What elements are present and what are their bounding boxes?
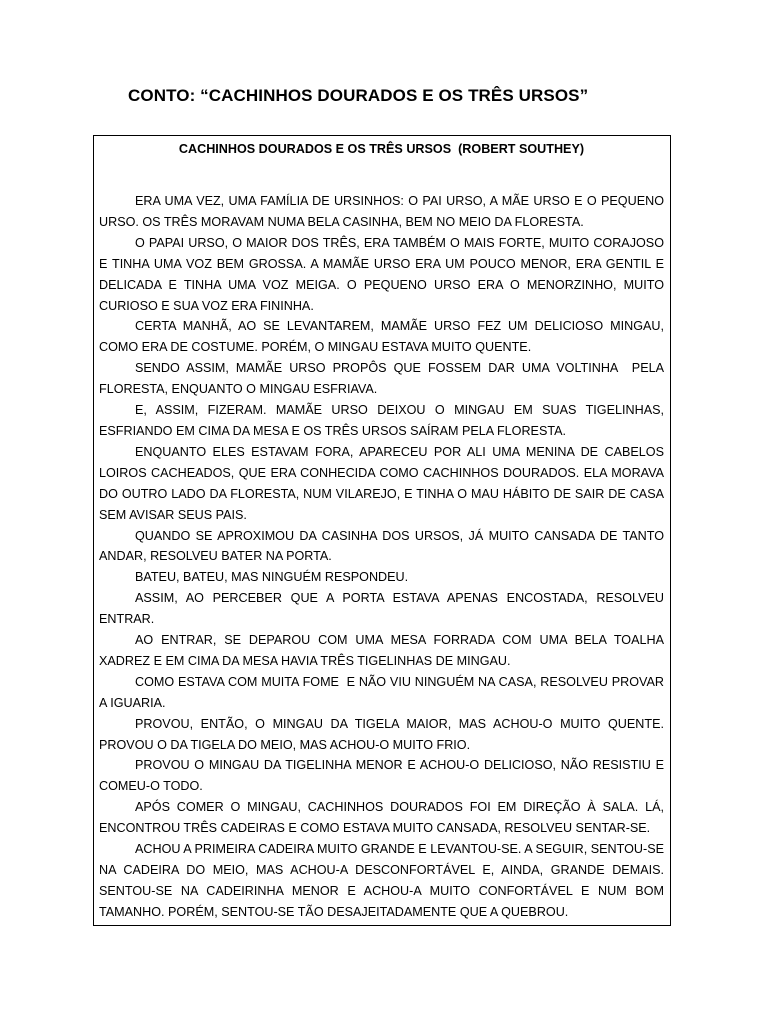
story-paragraph: ACHOU A PRIMEIRA CADEIRA MUITO GRANDE E LEVANTOU-SE. A SEGUIR, SENTOU-SE NA CADEIRA DO MEIO, MAS ACHOU-A DESCONFORTÁVEL E, AINDA, GRANDE DEMAIS. SENTOU-SE NA CADEIRINHA MENOR E ACHOU-A MUITO CONFORTÁVEL E NUM BOM TAMANHO. PORÉM, SENTOU-SE TÃO DESAJEITADAMENTE QUE A QUEBROU. xyxy=(99,842,668,919)
story-paragraph: AO ENTRAR, SE DEPAROU COM UMA MESA FORRADA COM UMA BELA TOALHA XADREZ E EM CIMA DA MESA HAVIA TRÊS TIGELINHAS DE MINGAU. xyxy=(99,633,668,668)
story-paragraph: PROVOU, ENTÃO, O MINGAU DA TIGELA MAIOR, MAS ACHOU-O MUITO QUENTE. PROVOU O DA TIGELA DO MEIO, MAS ACHOU-O MUITO FRIO. xyxy=(99,716,668,752)
story-paragraph: COMO ESTAVA COM MUITA FOME E NÃO VIU NINGUÉM NA CASA, RESOLVEU PROVAR A IGUARIA. xyxy=(99,674,667,710)
story-paragraph: PROVOU O MINGAU DA TIGELINHA MENOR E ACHOU-O DELICIOSO, NÃO RESISTIU E COMEU-O TODO. xyxy=(99,758,668,794)
story-paragraph: ASSIM, AO PERCEBER QUE A PORTA ESTAVA APENAS ENCOSTADA, RESOLVEU ENTRAR. xyxy=(99,591,668,627)
story-box xyxy=(93,135,671,926)
story-title: CACHINHOS DOURADOS E OS TRÊS URSOS (ROBERT SOUTHEY) xyxy=(178,142,585,156)
page-title: CONTO: “CACHINHOS DOURADOS E OS TRÊS URSOS” xyxy=(128,86,589,105)
story-paragraph: APÓS COMER O MINGAU, CACHINHOS DOURADOS FOI EM DIREÇÃO À SALA. LÁ, ENCONTROU TRÊS CADEIRAS E COMO ESTAVA MUITO CANSADA, RESOLVEU SENTAR-SE. xyxy=(99,800,668,836)
story-paragraph: CERTA MANHÃ, AO SE LEVANTAREM, MAMÃE URSO FEZ UM DELICIOSO MINGAU, COMO ERA DE COSTUME. PORÉM, O MINGAU ESTAVA MUITO QUENTE. xyxy=(99,319,668,355)
story-paragraph: ERA UMA VEZ, UMA FAMÍLIA DE URSINHOS: O PAI URSO, A MÃE URSO E O PEQUENO URSO. OS TRÊS MORAVAM NUMA BELA CASINHA, BEM NO MEIO DA FLORESTA. xyxy=(99,194,668,229)
story-paragraph: O PAPAI URSO, O MAIOR DOS TRÊS, ERA TAMBÉM O MAIS FORTE, MUITO CORAJOSO E TINHA UMA VOZ BEM GROSSA. A MAMÃE URSO ERA UM POUCO MENOR, ERA GENTIL E DELICADA E TINHA UMA VOZ MEIGA. O PEQUENO URSO ERA O MENORZINHO, MUITO CURIOSO E SUA VOZ ERA FININHA. xyxy=(99,235,668,313)
story-paragraph: E, ASSIM, FIZERAM. MAMÃE URSO DEIXOU O MINGAU EM SUAS TIGELINHAS, ESFRIANDO EM CIMA DA MESA E OS TRÊS URSOS SAÍRAM PELA FLORESTA. xyxy=(99,403,668,438)
story-paragraph: SENDO ASSIM, MAMÃE URSO PROPÔS QUE FOSSEM DAR UMA VOLTINHA PELA FLORESTA, ENQUANTO O MINGAU ESFRIAVA. xyxy=(99,361,668,397)
story-text xyxy=(99,191,668,923)
story-paragraph: BATEU, BATEU, MAS NINGUÉM RESPONDEU. xyxy=(135,570,409,585)
story-paragraph: ENQUANTO ELES ESTAVAM FORA, APARECEU POR ALI UMA MENINA DE CABELOS LOIROS CACHEADOS, QUE ERA CONHECIDA COMO CACHINHOS DOURADOS. ELA MORAVA DO OUTRO LADO DA FLORESTA, NUM VILAREJO, E TINHA O MAU HÁBITO DE SAIR DE CASA SEM AVISAR SEUS PAIS. xyxy=(99,444,668,522)
story-paragraph: QUANDO SE APROXIMOU DA CASINHA DOS URSOS, JÁ MUITO CANSADA DE TANTO ANDAR, RESOLVEU BATER NA PORTA. xyxy=(99,528,667,564)
